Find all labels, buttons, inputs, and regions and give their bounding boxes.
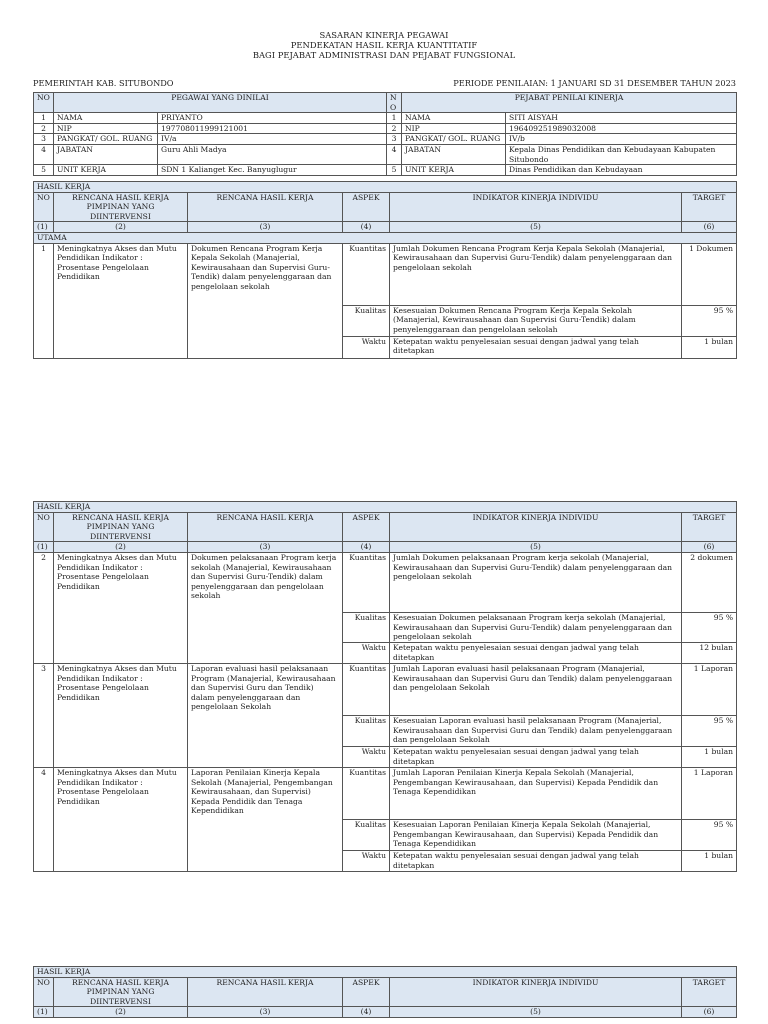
item-indikator: Ketepatan waktu penyelesaian sesuai dengan jadwal yang telah ditetapkan [390,336,682,358]
item-pimpinan: Meningkatnya Akses dan Mutu Pendidikan Indikator : Prosentase Pengelolaan Pendidikan [54,663,188,767]
item-target: 1 Dokumen [682,243,737,305]
col-num: (3) [188,1007,343,1018]
row-no: 4 [387,144,402,164]
row-no: 2 [34,123,54,134]
item-indikator: Kesesuaian Dokumen Rencana Program Kerja Kepala Sekolah (Manajerial, Kewirausahaan dan Supervisi Guru-Tendik) dalam penyelenggaraan dan pengelolaan sekolah [390,305,682,336]
pegawai-nama: PRIYANTO [158,113,387,124]
row-no: 1 [34,113,54,124]
item-pimpinan: Meningkatnya Akses dan Mutu Pendidikan Indikator : Prosentase Pengelolaan Pendidikan [54,243,188,358]
item-aspek: Kualitas [343,305,390,336]
pegawai-unit-kerja: SDN 1 Kalianget Kec. Banyuglugur [158,165,387,176]
col-no: NO [34,977,54,1007]
col-indikator: INDIKATOR KINERJA INDIVIDU [390,192,682,222]
field-label: UNIT KERJA [54,165,158,176]
item-pimpinan: Meningkatnya Akses dan Mutu Pendidikan Indikator : Prosentase Pengelolaan Pendidikan [54,552,188,663]
item-no: 2 [34,552,54,663]
penilai-nip: 196409251989032008 [506,123,737,134]
item-aspek: Kuantitas [343,552,390,612]
col-num: (4) [343,542,390,553]
item-aspek: Waktu [343,336,390,358]
field-label: PANGKAT/ GOL. RUANG [402,134,506,145]
penilai-jabatan: Kepala Dinas Pendidikan dan Kebudayaan Kabupaten Situbondo [506,144,737,164]
item-aspek: Kualitas [343,715,390,746]
item-aspek: Kuantitas [343,663,390,715]
col-num: (6) [682,1007,737,1018]
row-no: 2 [387,123,402,134]
item-indikator: Kesesuaian Laporan evaluasi hasil pelaksanaan Program (Manajerial, Kewirausahaan dan Supervisi Guru dan Tendik) dalam penyelenggaraan dan pengelolaan Sekolah [390,715,682,746]
item-rhk: Laporan Penilaian Kinerja Kepala Sekolah (Manajerial, Pengembangan Kewirausahaan, dan Supervisi) Kepada Pendidik dan Tenaga Kependidikan [188,767,343,871]
pegawai-pangkat: IV/a [158,134,387,145]
doc-title-1: SASARAN KINERJA PEGAWAI [319,30,449,40]
item-aspek: Kuantitas [343,767,390,819]
col-num: (1) [34,1007,54,1018]
field-label: NAMA [402,113,506,124]
col-num: (2) [54,1007,188,1018]
col-num: (1) [34,222,54,233]
col-num: (6) [682,222,737,233]
item-pimpinan: Meningkatnya Akses dan Mutu Pendidikan Indikator : Prosentase Pengelolaan Pendidikan [54,767,188,871]
item-aspek: Kuantitas [343,243,390,305]
pejabat-penilai-header: PEJABAT PENILAI KINERJA [402,93,737,113]
periode-label: PERIODE PENILAIAN: 1 JANUARI SD 31 DESEMBER TAHUN 2023 [453,78,736,88]
item-indikator: Ketepatan waktu penyelesaian sesuai dengan jadwal yang telah ditetapkan [390,642,682,663]
col-num: (5) [390,1007,682,1018]
penilai-pangkat: IV/b [506,134,737,145]
item-aspek: Kualitas [343,819,390,850]
hasil-kerja-label: HASIL KERJA [34,182,737,193]
hasil-kerja-table-2 [33,501,737,872]
col-no: NO [34,192,54,222]
col-rhk: RENCANA HASIL KERJA [188,977,343,1007]
field-label: JABATAN [54,144,158,164]
item-indikator: Kesesuaian Dokumen pelaksanaan Program kerja sekolah (Manajerial, Kewirausahaan dan Supervisi Guru-Tendik) dalam penyelenggaraan dan pengelolaan sekolah [390,612,682,642]
item-indikator: Kesesuaian Laporan Penilaian Kinerja Kepala Sekolah (Manajerial, Pengembangan Kewirausahaan, dan Supervisi) Kepada Pendidik dan Tenaga Kependidikan [390,819,682,850]
col-rhk-pimpinan: RENCANA HASIL KERJA PIMPINAN YANG DIINTERVENSI [54,192,188,222]
col-num: (1) [34,542,54,553]
item-target: 95 % [682,612,737,642]
item-indikator: Jumlah Dokumen pelaksanaan Program kerja sekolah (Manajerial, Kewirausahaan dan Supervisi Guru-Tendik) dalam penyelenggaraan dan pengelolaan sekolah [390,552,682,612]
col-target: TARGET [682,512,737,542]
row-no: 5 [34,165,54,176]
field-label: NIP [402,123,506,134]
hasil-kerja-label: HASIL KERJA [34,967,737,978]
item-target: 95 % [682,305,737,336]
col-num: (5) [390,222,682,233]
item-target: 12 bulan [682,642,737,663]
item-no: 1 [34,243,54,358]
row-no: 3 [34,134,54,145]
col-no: NO [34,512,54,542]
col-aspek: ASPEK [343,192,390,222]
hasil-kerja-table-1 [33,181,737,359]
col-num: (2) [54,222,188,233]
col-rhk-pimpinan: RENCANA HASIL KERJA PIMPINAN YANG DIINTERVENSI [54,512,188,542]
item-target: 1 Laporan [682,767,737,819]
item-target: 1 bulan [682,336,737,358]
row-no: 1 [387,113,402,124]
row-no: 3 [387,134,402,145]
col-indikator: INDIKATOR KINERJA INDIVIDU [390,512,682,542]
row-no: 5 [387,165,402,176]
col-no: NO [387,93,402,113]
utama-label: UTAMA [34,232,737,243]
col-rhk: RENCANA HASIL KERJA [188,192,343,222]
item-indikator: Jumlah Laporan evaluasi hasil pelaksanaan Program (Manajerial, Kewirausahaan dan Supervisi Guru dan Tendik) dalam penyelenggaraan dan pengelolaan Sekolah [390,663,682,715]
item-aspek: Waktu [343,642,390,663]
col-aspek: ASPEK [343,977,390,1007]
col-num: (4) [343,1007,390,1018]
item-no: 4 [34,767,54,871]
doc-title-2: PENDEKATAN HASIL KERJA KUANTITATIF [290,40,478,50]
penilai-unit-kerja: Dinas Pendidikan dan Kebudayaan [506,165,737,176]
hasil-kerja-label: HASIL KERJA [34,502,737,513]
item-indikator: Ketepatan waktu penyelesaian sesuai dengan jadwal yang telah ditetapkan [390,850,682,871]
item-target: 2 dokumen [682,552,737,612]
item-aspek: Kualitas [343,612,390,642]
field-label: PANGKAT/ GOL. RUANG [54,134,158,145]
pegawai-dinilai-header: PEGAWAI YANG DINILAI [54,93,387,113]
penilai-nama: SITI AISYAH [506,113,737,124]
col-num: (6) [682,542,737,553]
col-rhk-pimpinan: RENCANA HASIL KERJA PIMPINAN YANG DIINTERVENSI [54,977,188,1007]
col-rhk: RENCANA HASIL KERJA [188,512,343,542]
item-indikator: Ketepatan waktu penyelesaian sesuai dengan jadwal yang telah ditetapkan [390,746,682,767]
item-aspek: Waktu [343,850,390,871]
item-target: 1 Laporan [682,663,737,715]
item-indikator: Jumlah Laporan Penilaian Kinerja Kepala Sekolah (Manajerial, Pengembangan Kewirausahaan, dan Supervisi) Kepada Pendidik dan Tenaga Kependidikan [390,767,682,819]
item-target: 1 bulan [682,746,737,767]
col-num: (4) [343,222,390,233]
pegawai-nip: 197708011999121001 [158,123,387,134]
instansi-label: PEMERINTAH KAB. SITUBONDO [33,78,174,88]
row-no: 4 [34,144,54,164]
field-label: UNIT KERJA [402,165,506,176]
identity-table [33,92,737,176]
item-rhk: Laporan evaluasi hasil pelaksanaan Program (Manajerial, Kewirausahaan dan Supervisi Guru dan Tendik) dalam penyelenggaraan dan pengelolaan Sekolah [188,663,343,767]
col-num: (2) [54,542,188,553]
field-label: JABATAN [402,144,506,164]
col-num: (5) [390,542,682,553]
field-label: NIP [54,123,158,134]
pegawai-jabatan: Guru Ahli Madya [158,144,387,164]
item-target: 95 % [682,715,737,746]
item-no: 3 [34,663,54,767]
item-rhk: Dokumen Rencana Program Kerja Kepala Sekolah (Manajerial, Kewirausahaan dan Supervisi Guru-Tendik) dalam penyelenggaraan dan pengelolaan sekolah [188,243,343,358]
field-label: NAMA [54,113,158,124]
hasil-kerja-table-3 [33,966,737,1018]
col-target: TARGET [682,977,737,1007]
item-aspek: Waktu [343,746,390,767]
col-num: (3) [188,222,343,233]
item-target: 1 bulan [682,850,737,871]
item-indikator: Jumlah Dokumen Rencana Program Kerja Kepala Sekolah (Manajerial, Kewirausahaan dan Supervisi Guru-Tendik) dalam penyelenggaraan dan pengelolaan sekolah [390,243,682,305]
col-num: (3) [188,542,343,553]
col-indikator: INDIKATOR KINERJA INDIVIDU [390,977,682,1007]
col-target: TARGET [682,192,737,222]
col-aspek: ASPEK [343,512,390,542]
doc-title-3: BAGI PEJABAT ADMINISTRASI DAN PEJABAT FUNGSIONAL [252,50,516,60]
item-rhk: Dokumen pelaksanaan Program kerja sekolah (Manajerial, Kewirausahaan dan Supervisi Guru-Tendik) dalam penyelenggaraan dan pengelolaan sekolah [188,552,343,663]
col-no: NO [34,93,54,113]
item-target: 95 % [682,819,737,850]
